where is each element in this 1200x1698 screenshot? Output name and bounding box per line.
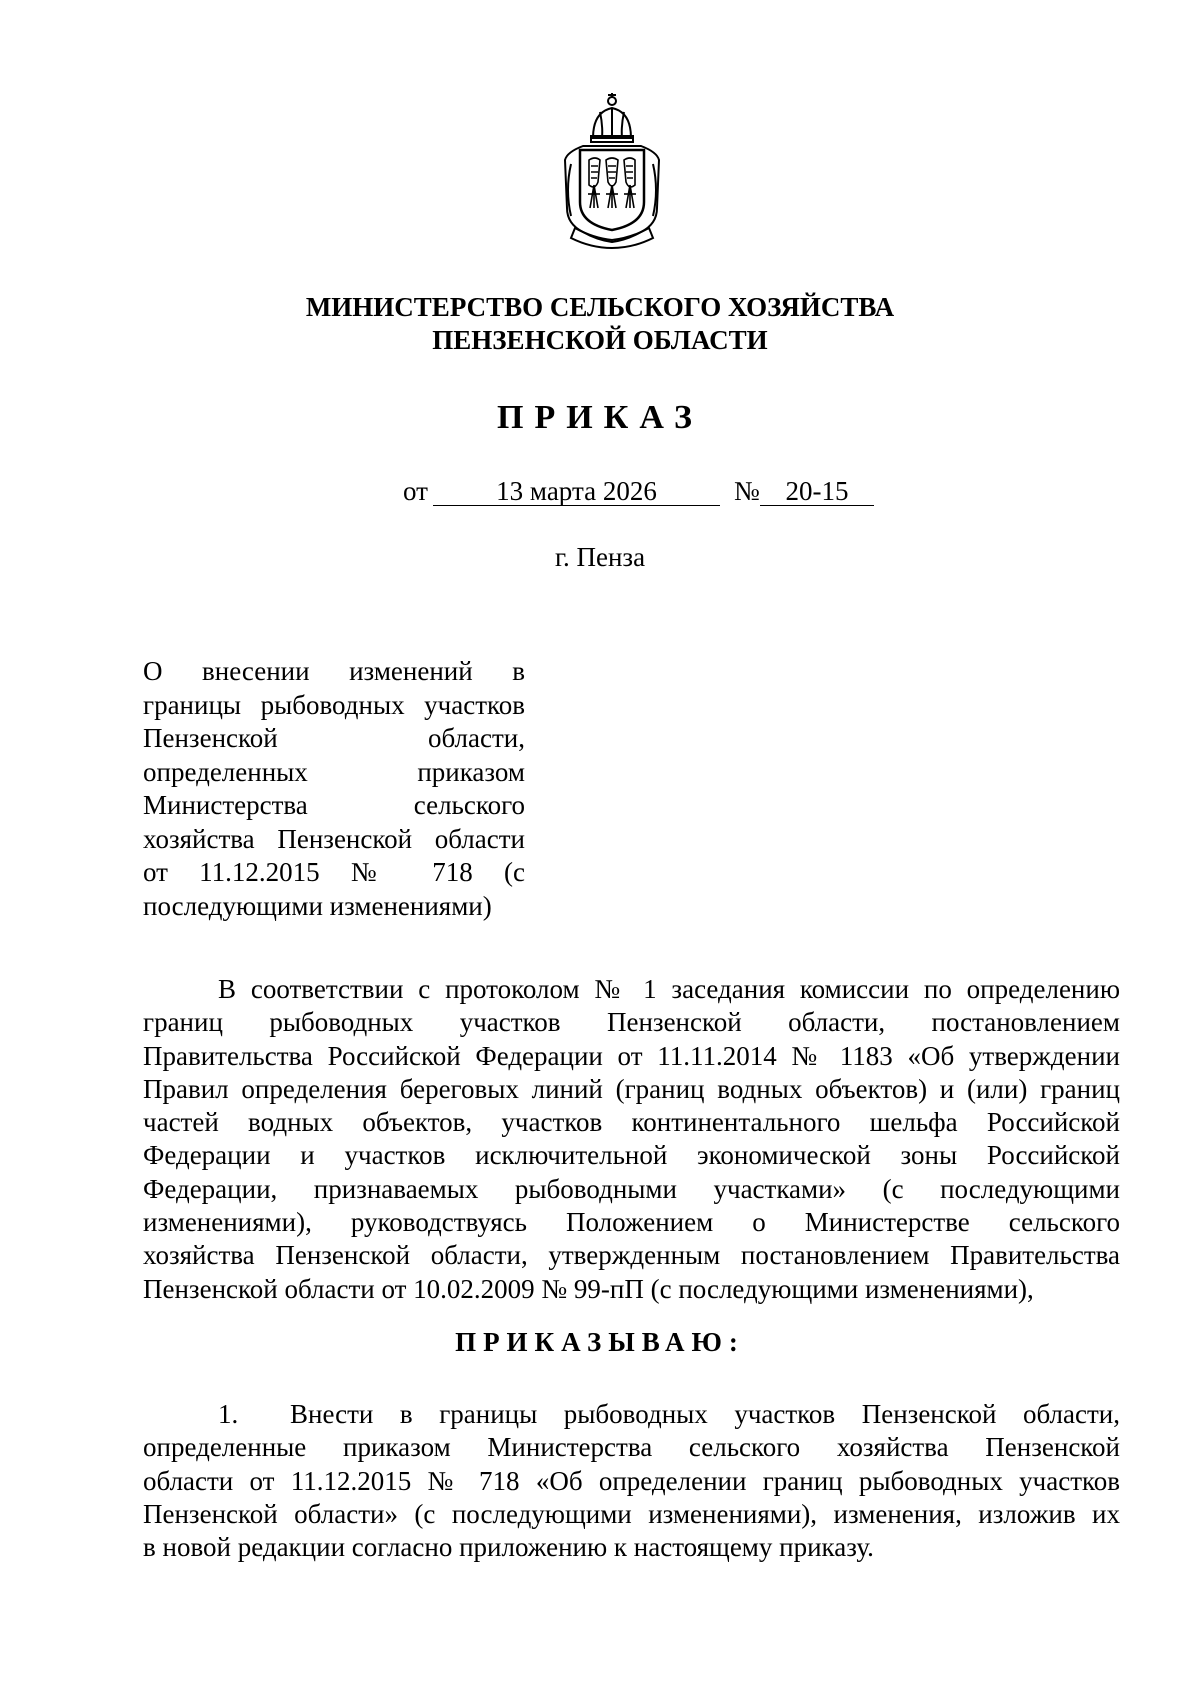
preamble-line: Пензенской области от 10.02.2009 № 99-пП (с последующими изменениями), (143, 1273, 1034, 1304)
subject-line: от 11.12.2015 № 718 (с (143, 857, 525, 887)
subject-line: последующими изменениями) (143, 890, 492, 921)
subject-line: хозяйства Пензенской области (143, 823, 525, 854)
item-number: 1. (218, 1399, 239, 1429)
subject-line: О внесении изменений в (143, 656, 525, 686)
preamble-line: хозяйства Пензенской области, утвержденным постановлением Правительства (143, 1240, 1120, 1271)
order-word: ПРИКАЗЫВАЮ: (455, 1327, 745, 1357)
preamble-line: Федерации и участков исключительной экономической зоны Российской (143, 1140, 1120, 1171)
item-line: Внести в границы рыбоводных участков Пензенской области, (290, 1399, 1120, 1429)
preamble-paragraph (143, 973, 1120, 1306)
item-first-line (143, 1398, 1120, 1431)
preamble-line: Правил определения береговых линий (границ водных объектов) и (или) границ (143, 1073, 1120, 1104)
subject-line: границы рыбоводных участков (143, 689, 525, 720)
item-line: области от 11.12.2015 № 718 «Об определении границ рыбоводных участков (143, 1465, 1120, 1496)
subject-line: определенных приказом (143, 756, 525, 787)
item-line: определенные приказом Министерства сельского хозяйства Пензенской (143, 1432, 1120, 1463)
ministry-name-line1: МИНИСТЕРСТВО СЕЛЬСКОГО ХОЗЯЙСТВА (305, 292, 895, 322)
preamble-line: частей водных объектов, участков континентального шельфа Российской (143, 1107, 1120, 1138)
item-line: в новой редакции согласно приложению к настоящему приказу. (143, 1532, 874, 1563)
number-sign: № (734, 476, 760, 506)
document-title: ПРИКАЗ (497, 399, 703, 436)
ministry-name-line2: ПЕНЗЕНСКОЙ ОБЛАСТИ (432, 325, 768, 355)
document-number: 20-15 (785, 476, 849, 506)
document-subject (143, 655, 525, 923)
order-item (143, 1398, 1120, 1564)
coat-of-arms-emblem (553, 90, 671, 250)
document-city: г. Пенза (554, 542, 646, 572)
date-number-line (0, 474, 1200, 508)
preamble-line: Правительства Российской Федерации от 11.11.2014 № 1183 «Об утверждении (143, 1040, 1120, 1071)
preamble-line: изменениями), руководствуясь Положением о Министерстве сельского (143, 1207, 1120, 1238)
preamble-line: Федерации, признаваемых рыбоводными участками» (с последующими (143, 1173, 1120, 1204)
preamble-line: В соответствии с протоколом № 1 заседания комиссии по определению (218, 974, 1120, 1004)
subject-line: Пензенской области, (143, 723, 525, 753)
item-line: Пензенской области» (с последующими изменениями), изменения, изложив их (143, 1498, 1120, 1529)
number-underline (760, 505, 874, 506)
subject-line: Министерства сельского (143, 790, 525, 820)
date-underline (433, 505, 720, 506)
preamble-line: границ рыбоводных участков Пензенской области, постановлением (143, 1007, 1120, 1038)
date-prefix: от (403, 476, 428, 506)
document-date: 13 марта 2026 (496, 476, 657, 506)
